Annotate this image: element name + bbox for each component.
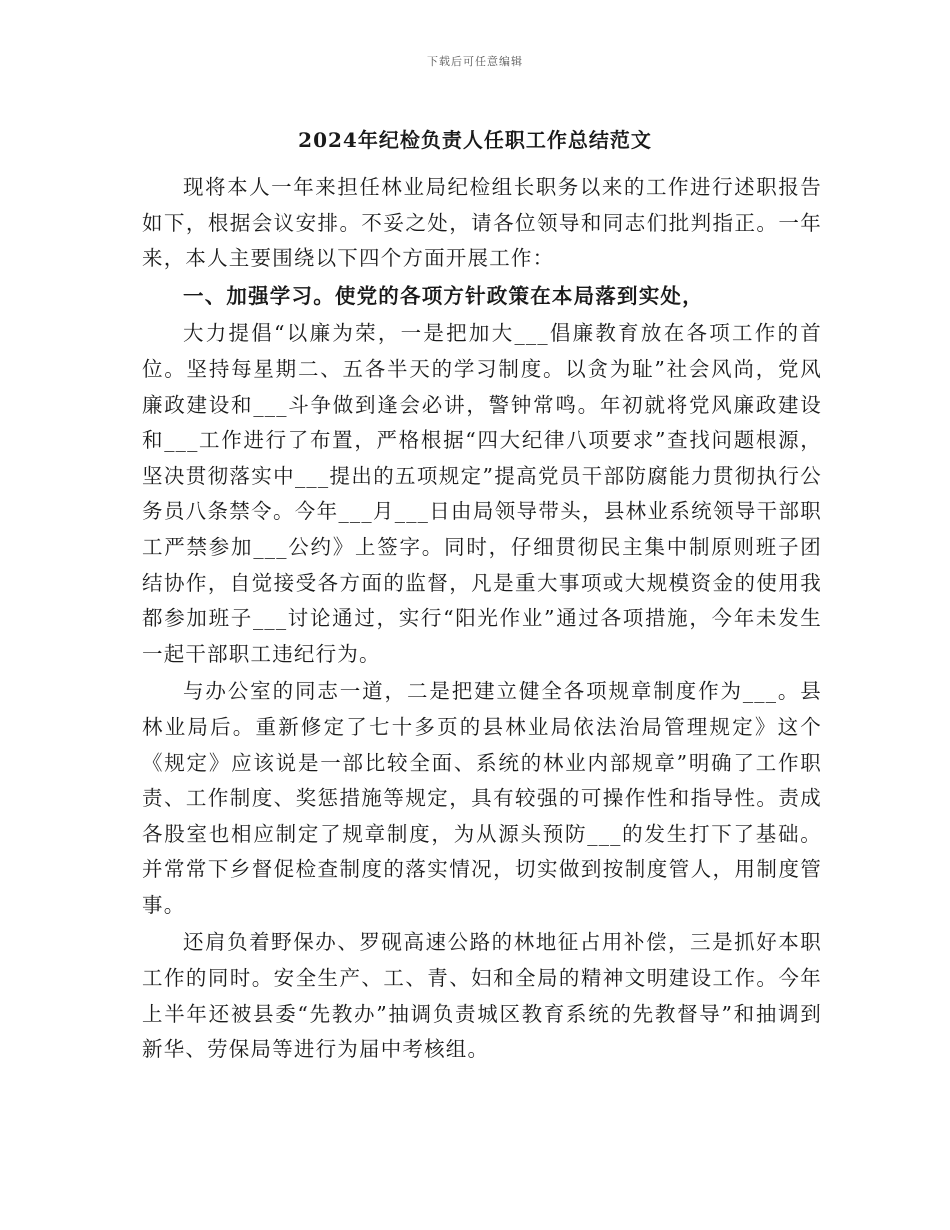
document-body — [142, 170, 822, 1068]
paragraph-section-3: 还肩负着野保办、罗砚高速公路的林地征占用补偿，三是抓好本职工作的同时。安全生产、工、青、妇和全局的精神文明建设工作。今年上半年还被县委“先教办”抽调负责城区教育系统的先教督导”和抽调到新华、劳保局等进行为届中考核组。 — [142, 930, 822, 1062]
document-title: 2024年纪检负责人任职工作总结范文 — [298, 128, 652, 152]
paragraph-section-1: 大力提倡“以廉为荣，一是把加大___倡廉教育放在各项工作的首位。坚持每星期二、五各半天的学习制度。以贪为耻”社会风尚，党风廉政建设和___斗争做到逢会必讲，警钟常鸣。年初就将党风廉政建设和___工作进行了布置，严格根据“四大纪律八项要求”查找问题根源，坚决贯彻落实中___提出的五项规定”提高党员干部防腐能力贯彻执行公务员八条禁令。今年___月___日由局领导带头，县林业系统领导干部职工严禁参加___公约》上签字。同时，仔细贯彻民主集中制原则班子团结协作，自觉接受各方面的监督，凡是重大事项或大规模资金的使用我都参加班子___讨论通过，实行“阳光作业”通过各项措施，今年未发生一起干部职工违纪行为。 — [142, 321, 822, 666]
paragraph-intro: 现将本人一年来担任林业局纪检组长职务以来的工作进行述职报告如下，根据会议安排。不妥之处，请各位领导和同志们批判指正。一年来，本人主要围绕以下四个方面开展工作： — [142, 175, 822, 271]
section-heading-1: 一、加强学习。使党的各项方针政策在本局落到实处， — [183, 283, 704, 308]
header-note: 下载后可任意编辑 — [427, 55, 523, 68]
paragraph-section-2: 与办公室的同志一道，二是把建立健全各项规章制度作为___。县林业局后。重新修定了七十多页的县林业局依法治局管理规定》这个《规定》应该说是一部比较全面、系统的林业内部规章”明确了工作职责、工作制度、奖惩措施等规定，具有较强的可操作性和指导性。责成各股室也相应制定了规章制度，为从源头预防___的发生打下了基础。并常常下乡督促检查制度的落实情况，切实做到按制度管人，用制度管事。 — [142, 679, 822, 917]
